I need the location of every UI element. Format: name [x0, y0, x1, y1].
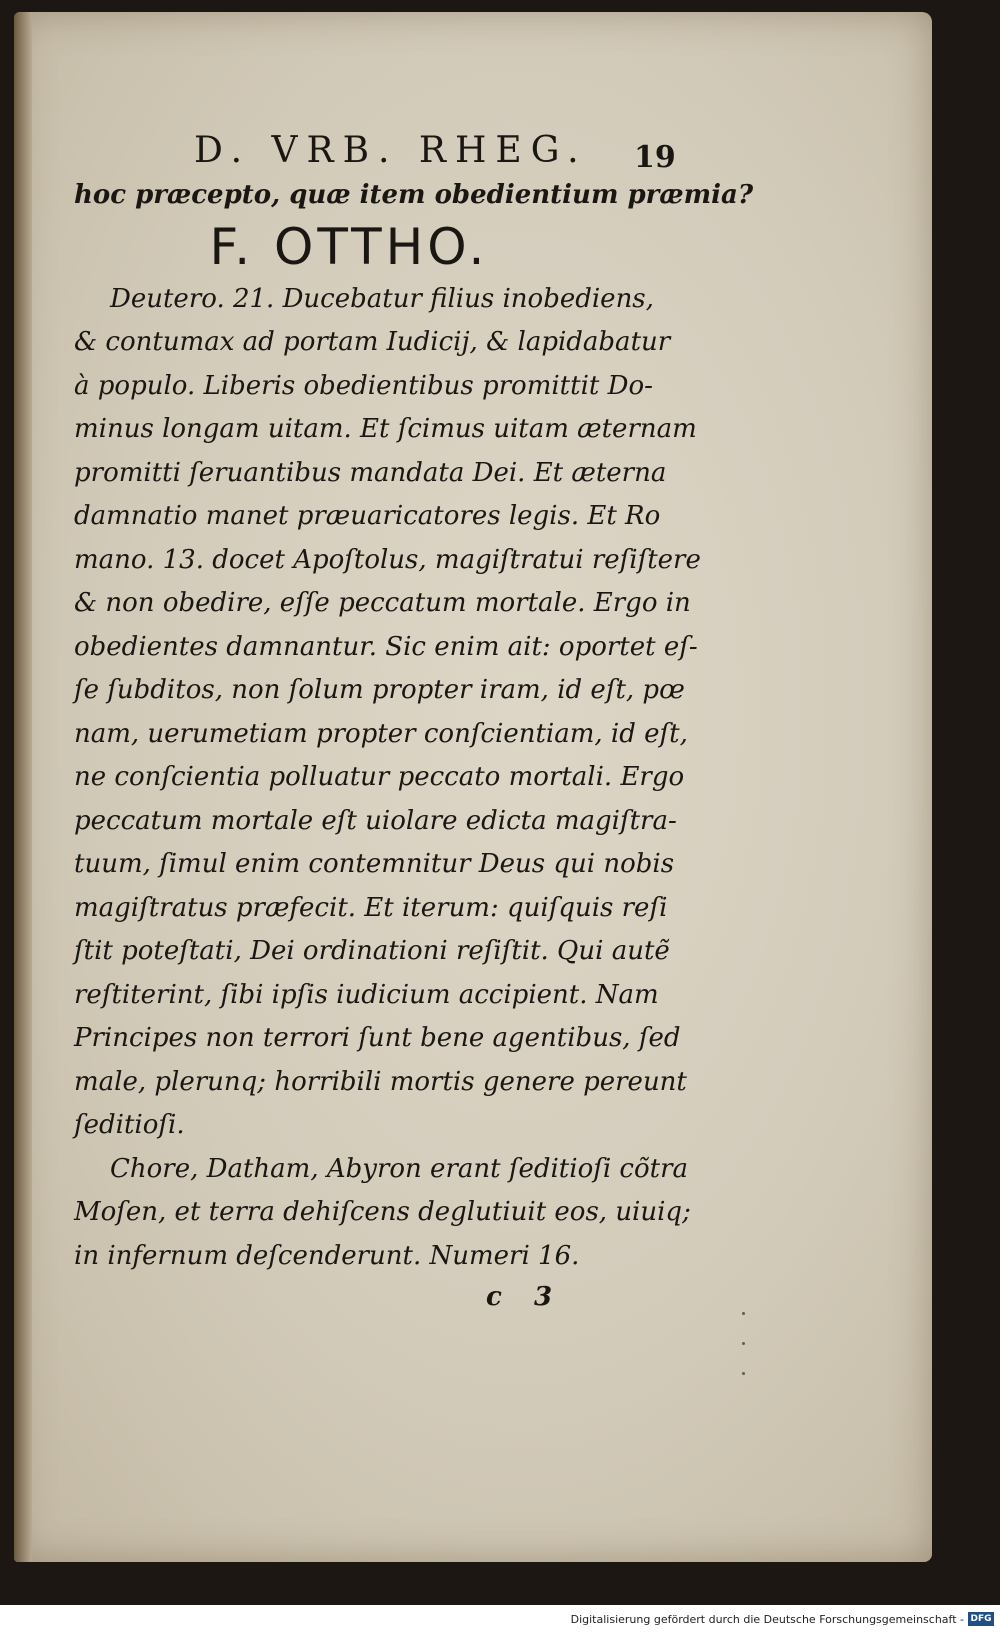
- book-page: [14, 12, 932, 1562]
- speck: [742, 1312, 745, 1315]
- text-line: Principes non terrori ſunt bene agentibus, ſed: [74, 1023, 681, 1053]
- text-line: à populo. Liberis obedientibus promittit Do-: [74, 370, 653, 401]
- text-line: in infernum deſcenderunt. Numeri 16.: [74, 1240, 580, 1271]
- running-head-title: D. VRB. RHEG.: [194, 130, 588, 171]
- paper-specks: [734, 1312, 754, 1402]
- page-number: 19: [634, 140, 676, 175]
- text-line: & contumax ad portam Iudicij, & lapidabatur: [74, 327, 671, 357]
- text-block: [74, 174, 754, 1278]
- text-line: Chore, Datham, Abyron erant ſeditioſi cõtra: [110, 1153, 689, 1184]
- running-head: [174, 130, 676, 175]
- text-line: & non obedire, eſſe peccatum mortale. Ergo in: [74, 588, 691, 618]
- footer-credit-text: Digitalisierung gefördert durch die Deutsche Forschungsgemeinschaft -: [570, 1613, 964, 1626]
- speck: [742, 1342, 745, 1345]
- text-line: ſeditioſi.: [74, 1110, 185, 1140]
- text-line: mano. 13. docet Apoſtolus, magiſtratui reſiſtere: [74, 544, 701, 575]
- text-line: male, plerunq; horribili mortis genere pereunt: [74, 1066, 687, 1097]
- text-line: reſtiterint, ſibi ipſis iudicium accipient. Nam: [74, 979, 659, 1010]
- text-line: ne conſcientia polluatur peccato mortali. Ergo: [74, 762, 685, 792]
- page-binding-edge: [14, 12, 32, 1562]
- text-line: peccatum mortale eſt uiolare edicta magiſtra-: [74, 805, 677, 836]
- text-line: Moſen, et terra dehiſcens deglutiuit eos, uiuiq;: [74, 1197, 691, 1227]
- text-line: magiſtratus præfecit. Et iterum: quiſquis reſi: [74, 892, 668, 923]
- section-heading: F. OTTHO.: [209, 217, 489, 276]
- text-line: promitti ſeruantibus mandata Dei. Et æterna: [74, 457, 667, 488]
- dfg-logo: DFG: [968, 1612, 994, 1626]
- text-line: Deutero. 21. Ducebatur filius inobediens,: [110, 283, 654, 314]
- text-line: ſe ſubditos, non ſolum propter iram, id eſt, pœ: [74, 675, 685, 705]
- digitization-footer: [0, 1605, 1000, 1637]
- text-line-first: hoc præcepto, quæ item obedientium præmia?: [74, 180, 754, 210]
- text-line: ſtit poteſtati, Dei ordinationi reſiſtit. Qui autẽ: [74, 936, 670, 966]
- signature-number: 3: [534, 1282, 553, 1312]
- text-line: tuum, ſimul enim contemnitur Deus qui nobis: [74, 849, 675, 879]
- speck: [742, 1372, 745, 1375]
- text-line: obedientes damnantur. Sic enim ait: oportet eſ-: [74, 631, 698, 662]
- text-line: nam, uerumetiam propter conſcientiam, id eſt,: [74, 718, 688, 749]
- text-line: minus longam uitam. Et ſcimus uitam æternam: [74, 414, 697, 444]
- text-line: damnatio manet præuaricatores legis. Et Ro: [74, 501, 661, 531]
- signature-letter: c: [486, 1282, 502, 1312]
